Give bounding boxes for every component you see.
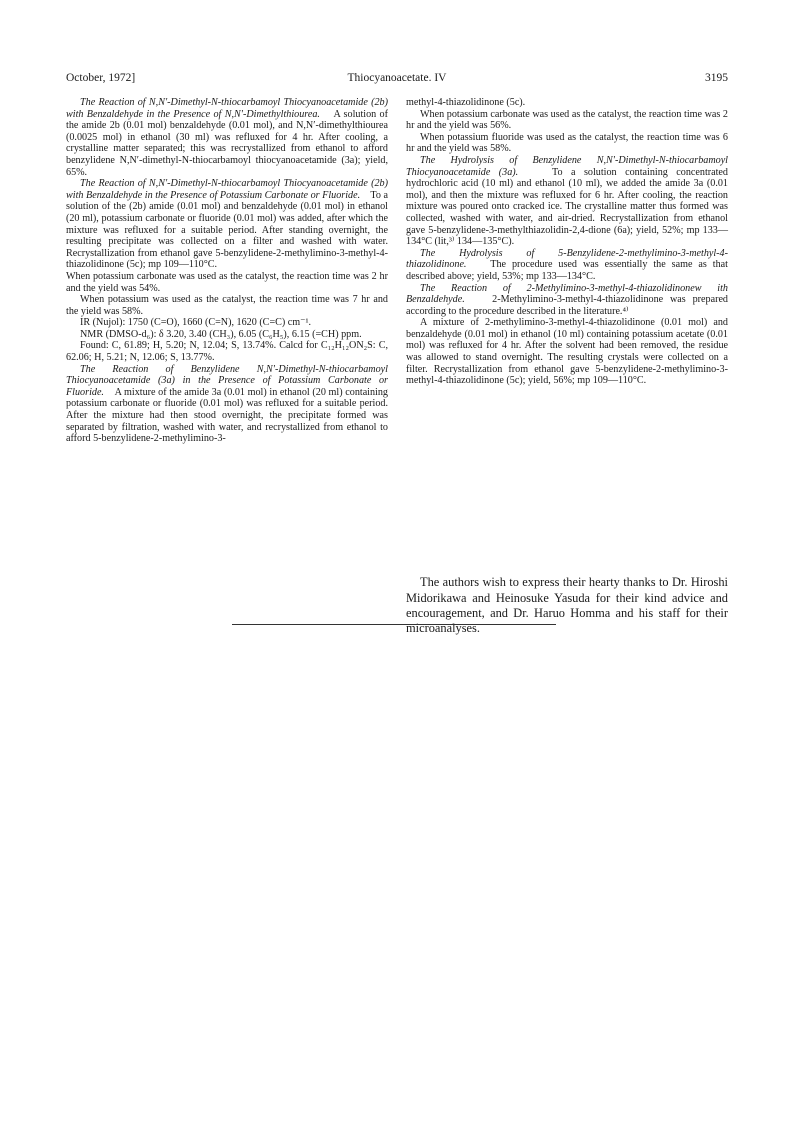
paragraph: When potassium was used as the catalyst, the reaction time was 7 hr and the yield was 58%. (66, 294, 388, 317)
end-rule (232, 624, 556, 625)
page-number: 3195 (705, 72, 728, 84)
paragraph (66, 178, 388, 271)
section-body: To a solution of the (2b) amide (0.01 mol) and benzaldehyde (0.01 mol) in ethanol (20 ml), potassium carbonate or fluoride (0.01 mol) was added, after which the mixture was refluxed for a suitable period. After standing overnight, the resulting precipitate was collected on a filter and washed with water. Recrystallization from ethanol gave 5-benzylidene-2-methylimino-3-methyl-4-thiazolidinone (5c); mp 109—110°C. (66, 189, 388, 271)
paragraph (406, 283, 728, 318)
section-title: The Hydrolysis of 5-Benzylidene-2-methylimino-3-methyl-4-thiazolidinone. (406, 247, 728, 271)
paragraph: A mixture of 2-methylimino-3-methyl-4-thiazolidinone (0.01 mol) and benzaldehyde (0.01 mol) in ethanol (10 ml) containing potassium acetate (0.01 mol) was refluxed for 4 hr. After the solvent had been removed, the residue was allowed to stand overnight. The resulting crystals were collected on a filter. Recrystallization from ethanol gave 5-benzylidene-2-methylimino-3-methyl-4-thiazolidinone (5c); yield, 56%; mp 109—110°C. (406, 317, 728, 387)
section-title: The Reaction of N,N′-Dimethyl-N-thiocarbamoyl Thiocyanoacetamide (2b) with Benzaldehyde in the Presence of N,N′-Dimethylthiourea. (66, 97, 388, 120)
running-header (66, 72, 728, 88)
paragraph: When potassium carbonate was used as the catalyst, the reaction time was 2 hr and the yield was 54%. (66, 270, 388, 294)
paragraph (66, 364, 388, 445)
paragraph (406, 155, 728, 248)
header-date: October, 1972] (66, 72, 136, 84)
section-body: The procedure used was essentially the same as that described above; yield, 53%; mp 133—134°C. (406, 259, 728, 282)
paragraph: Found: C, 61.89; H, 5.20; N, 12.04; S, 13.74%. Calcd for C₁₂H₁₂ON₂S: C, 62.06; H, 5.21; N, 12.06; S, 13.77%. (66, 340, 388, 364)
paragraph (406, 248, 728, 283)
paragraph (66, 97, 388, 178)
section-body: A mixture of the amide 3a (0.01 mol) in ethanol (20 ml) containing potassium carbonate or fluoride (0.01 mol) was refluxed for a suitable period. After the mixture had then stood overnight, the precipitate formed was separated by filtration, washed with water, and recrystallized from ethanol to afford 5-benzylidene-2-methylimino-3- (66, 386, 388, 445)
header-title: Thiocyanoacetate. IV (347, 72, 447, 84)
section-body: To a solution containing concentrated hydrochloric acid (10 ml) and ethanol (10 ml), we added the amide 3a (0.01 mol), and then the mixture was refluxed for 6 hr. After cooling, the reaction mixture was poured onto cracked ice. The crystalline matter thus formed was collected, washed with water, and air-dried. Recrystallization from ethanol gave 5-benzylidene-3-methylthiazolidin-2,4-dione (6a); yield, 52%; mp 133—134°C (lit,³⁾ 134—135°C). (406, 166, 728, 248)
paragraph: When potassium fluoride was used as the catalyst, the reaction time was 6 hr and the yield was 58%. (406, 131, 728, 155)
paragraph: NMR (DMSO-d₆): δ 3.20, 3.40 (CH₃), 6.05 (C₆H₅), 6.15 (=CH) ppm. (80, 328, 362, 340)
section-title: The Reaction of 2-Methylimino-3-methyl-4-thiazolidinonew ith Benzaldehyde. (406, 282, 728, 306)
paragraph: When potassium carbonate was used as the catalyst, the reaction time was 2 hr and the yield was 56%. (406, 108, 728, 132)
section-title: The Reaction of Benzylidene N,N′-Dimethyl-N-thiocarbamoyl Thiocyanoacetamide (3a) in the Presence of Potassium Carbonate or Fluoride. (66, 363, 388, 398)
right-column (406, 97, 728, 387)
section-title: The Reaction of N,N′-Dimethyl-N-thiocarbamoyl Thiocyanoacetamide (2b) with Benzaldehyde in the Presence of Potassium Carbonate or Fluoride. (66, 178, 388, 201)
paragraph: IR (Nujol): 1750 (C=O), 1660 (C=N), 1620 (C=C) cm⁻¹. (80, 317, 312, 329)
section-body: A solution of the amide 2b (0.01 mol) benzaldehyde (0.01 mol), and N,N′-dimethylthiourea (0.0025 mol) in ethanol (30 ml) was refluxed for 4 hr. After cooling, a crystalline matter separated; this was recrystallized from ethanol to afford benzylidene N,N′-dimethyl-N-thiocarbamoyl thiocyanoacetamide (3a); yield, 65%. (66, 108, 388, 178)
paragraph: methyl-4-thiazolidinone (5c). (406, 97, 526, 108)
section-title: The Hydrolysis of Benzylidene N,N′-Dimethyl-N-thiocarbamoyl Thiocyanoacetamide (3a). (406, 154, 728, 178)
section-body: 2-Methylimino-3-methyl-4-thiazolidinone was prepared according to the procedure described in the literature.⁴⁾ (406, 294, 728, 317)
acknowledgement: The authors wish to express their hearty thanks to Dr. Hiroshi Midorikawa and Heinosuke Yasuda for their kind advice and encouragement, and Dr. Haruo Homma and his staff for their microanalyses. (406, 575, 728, 635)
left-column (66, 97, 388, 445)
